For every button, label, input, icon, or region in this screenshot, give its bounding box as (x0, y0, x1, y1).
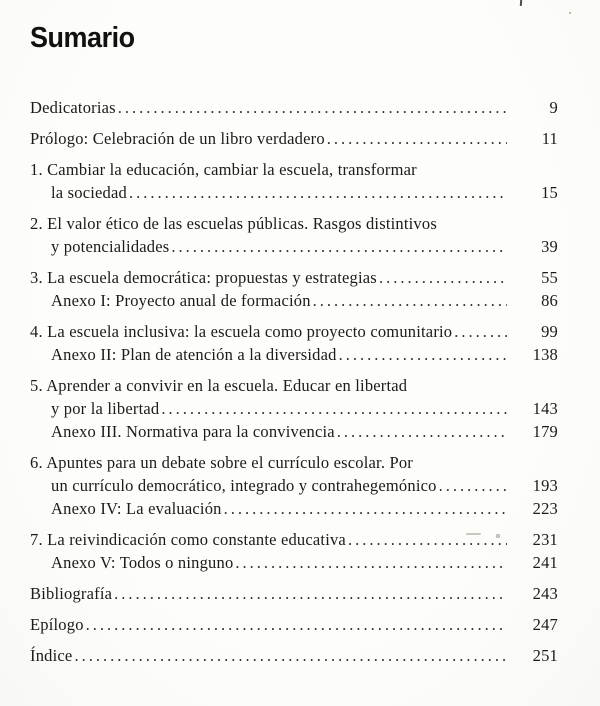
page-number: 247 (532, 615, 558, 634)
page-number: 138 (532, 345, 558, 364)
dot-leader (129, 181, 507, 204)
toc-row (30, 551, 558, 574)
page-number: 241 (532, 553, 558, 572)
toc-row (30, 181, 558, 204)
page-number: 39 (541, 237, 558, 256)
page-number: 223 (532, 499, 558, 518)
toc-entry-label: 3. La escuela democrática: propuestas y estrategias (30, 268, 377, 287)
toc-entry-label: y potencialidades (51, 237, 170, 256)
toc-row (30, 528, 558, 551)
page-title: Sumario (30, 22, 135, 54)
toc-row (30, 127, 558, 150)
dot-leader (379, 266, 507, 289)
dot-leader (86, 613, 507, 636)
page-number: 179 (532, 422, 558, 441)
page-number: 231 (532, 530, 558, 549)
toc-row (30, 96, 558, 119)
toc-row (30, 158, 558, 181)
toc-entry-label: 5. Aprender a convivir en la escuela. Educar en libertad (30, 376, 408, 395)
toc-entry-label: la sociedad (51, 183, 127, 202)
toc-row (30, 497, 558, 520)
dot-leader (327, 127, 507, 150)
dot-leader (161, 397, 507, 420)
toc-entry-label: 7. La reivindicación como constante educativa (30, 530, 346, 549)
toc-row (30, 374, 558, 397)
toc-entry-label: Bibliografía (30, 584, 113, 603)
toc-entry-label: 2. El valor ético de las escuelas públicas. Rasgos distintivos (30, 214, 437, 233)
page-number: 99 (541, 322, 558, 341)
dot-leader (235, 551, 507, 574)
toc-entry-label: Anexo IV: La evaluación (51, 499, 222, 518)
toc-row (30, 397, 558, 420)
toc-entry-label: 6. Apuntes para un debate sobre el currículo escolar. Por (30, 453, 413, 472)
toc-row (30, 582, 558, 605)
dot-leader (74, 644, 507, 667)
page-number: 143 (532, 399, 558, 418)
toc-entry-label: 1. Cambiar la educación, cambiar la escuela, transformar (30, 160, 417, 179)
toc-row (30, 474, 558, 497)
toc-entry-label: Anexo II: Plan de atención a la diversidad (51, 345, 337, 364)
toc-row (30, 420, 558, 443)
page-number: 55 (541, 268, 558, 287)
scan-artifact (569, 12, 571, 14)
toc-entry-label: 4. La escuela inclusiva: la escuela como proyecto comunitario (30, 322, 453, 341)
toc-entry-label: Anexo III. Normativa para la convivencia (51, 422, 335, 441)
page-number: 9 (549, 98, 558, 117)
dot-leader (439, 474, 507, 497)
dot-leader (224, 497, 507, 520)
dot-leader (337, 420, 507, 443)
page-number: 11 (541, 129, 558, 148)
toc-row (30, 266, 558, 289)
toc-entry-label: y por la libertad (51, 399, 160, 418)
toc-entry-label: Índice (30, 646, 73, 665)
toc-row (30, 289, 558, 312)
toc-entry-label: Anexo V: Todos o ninguno (51, 553, 234, 572)
page-number: 243 (532, 584, 558, 603)
page-number: 15 (541, 183, 558, 202)
dot-leader (313, 289, 507, 312)
toc-entry-label: Epílogo (30, 615, 84, 634)
toc-row (30, 320, 558, 343)
dot-leader (348, 528, 507, 551)
table-of-contents (30, 96, 558, 667)
toc-entry-label: Dedicatorias (30, 98, 116, 117)
dot-leader (114, 582, 507, 605)
dot-leader (171, 235, 507, 258)
toc-row (30, 644, 558, 667)
toc-entry-label: un currículo democrático, integrado y contrahegemónico (51, 476, 437, 495)
dot-leader (118, 96, 507, 119)
toc-entry-label: Prólogo: Celebración de un libro verdadero (30, 129, 325, 148)
page-number: 193 (532, 476, 558, 495)
page-number: 86 (541, 291, 558, 310)
scan-artifact (520, 0, 522, 6)
toc-row (30, 235, 558, 258)
toc-row (30, 343, 558, 366)
toc-row (30, 451, 558, 474)
toc-row (30, 613, 558, 636)
page-number: 251 (532, 646, 558, 665)
toc-row (30, 212, 558, 235)
toc-entry-label: Anexo I: Proyecto anual de formación (51, 291, 311, 310)
dot-leader (339, 343, 507, 366)
dot-leader (454, 320, 507, 343)
